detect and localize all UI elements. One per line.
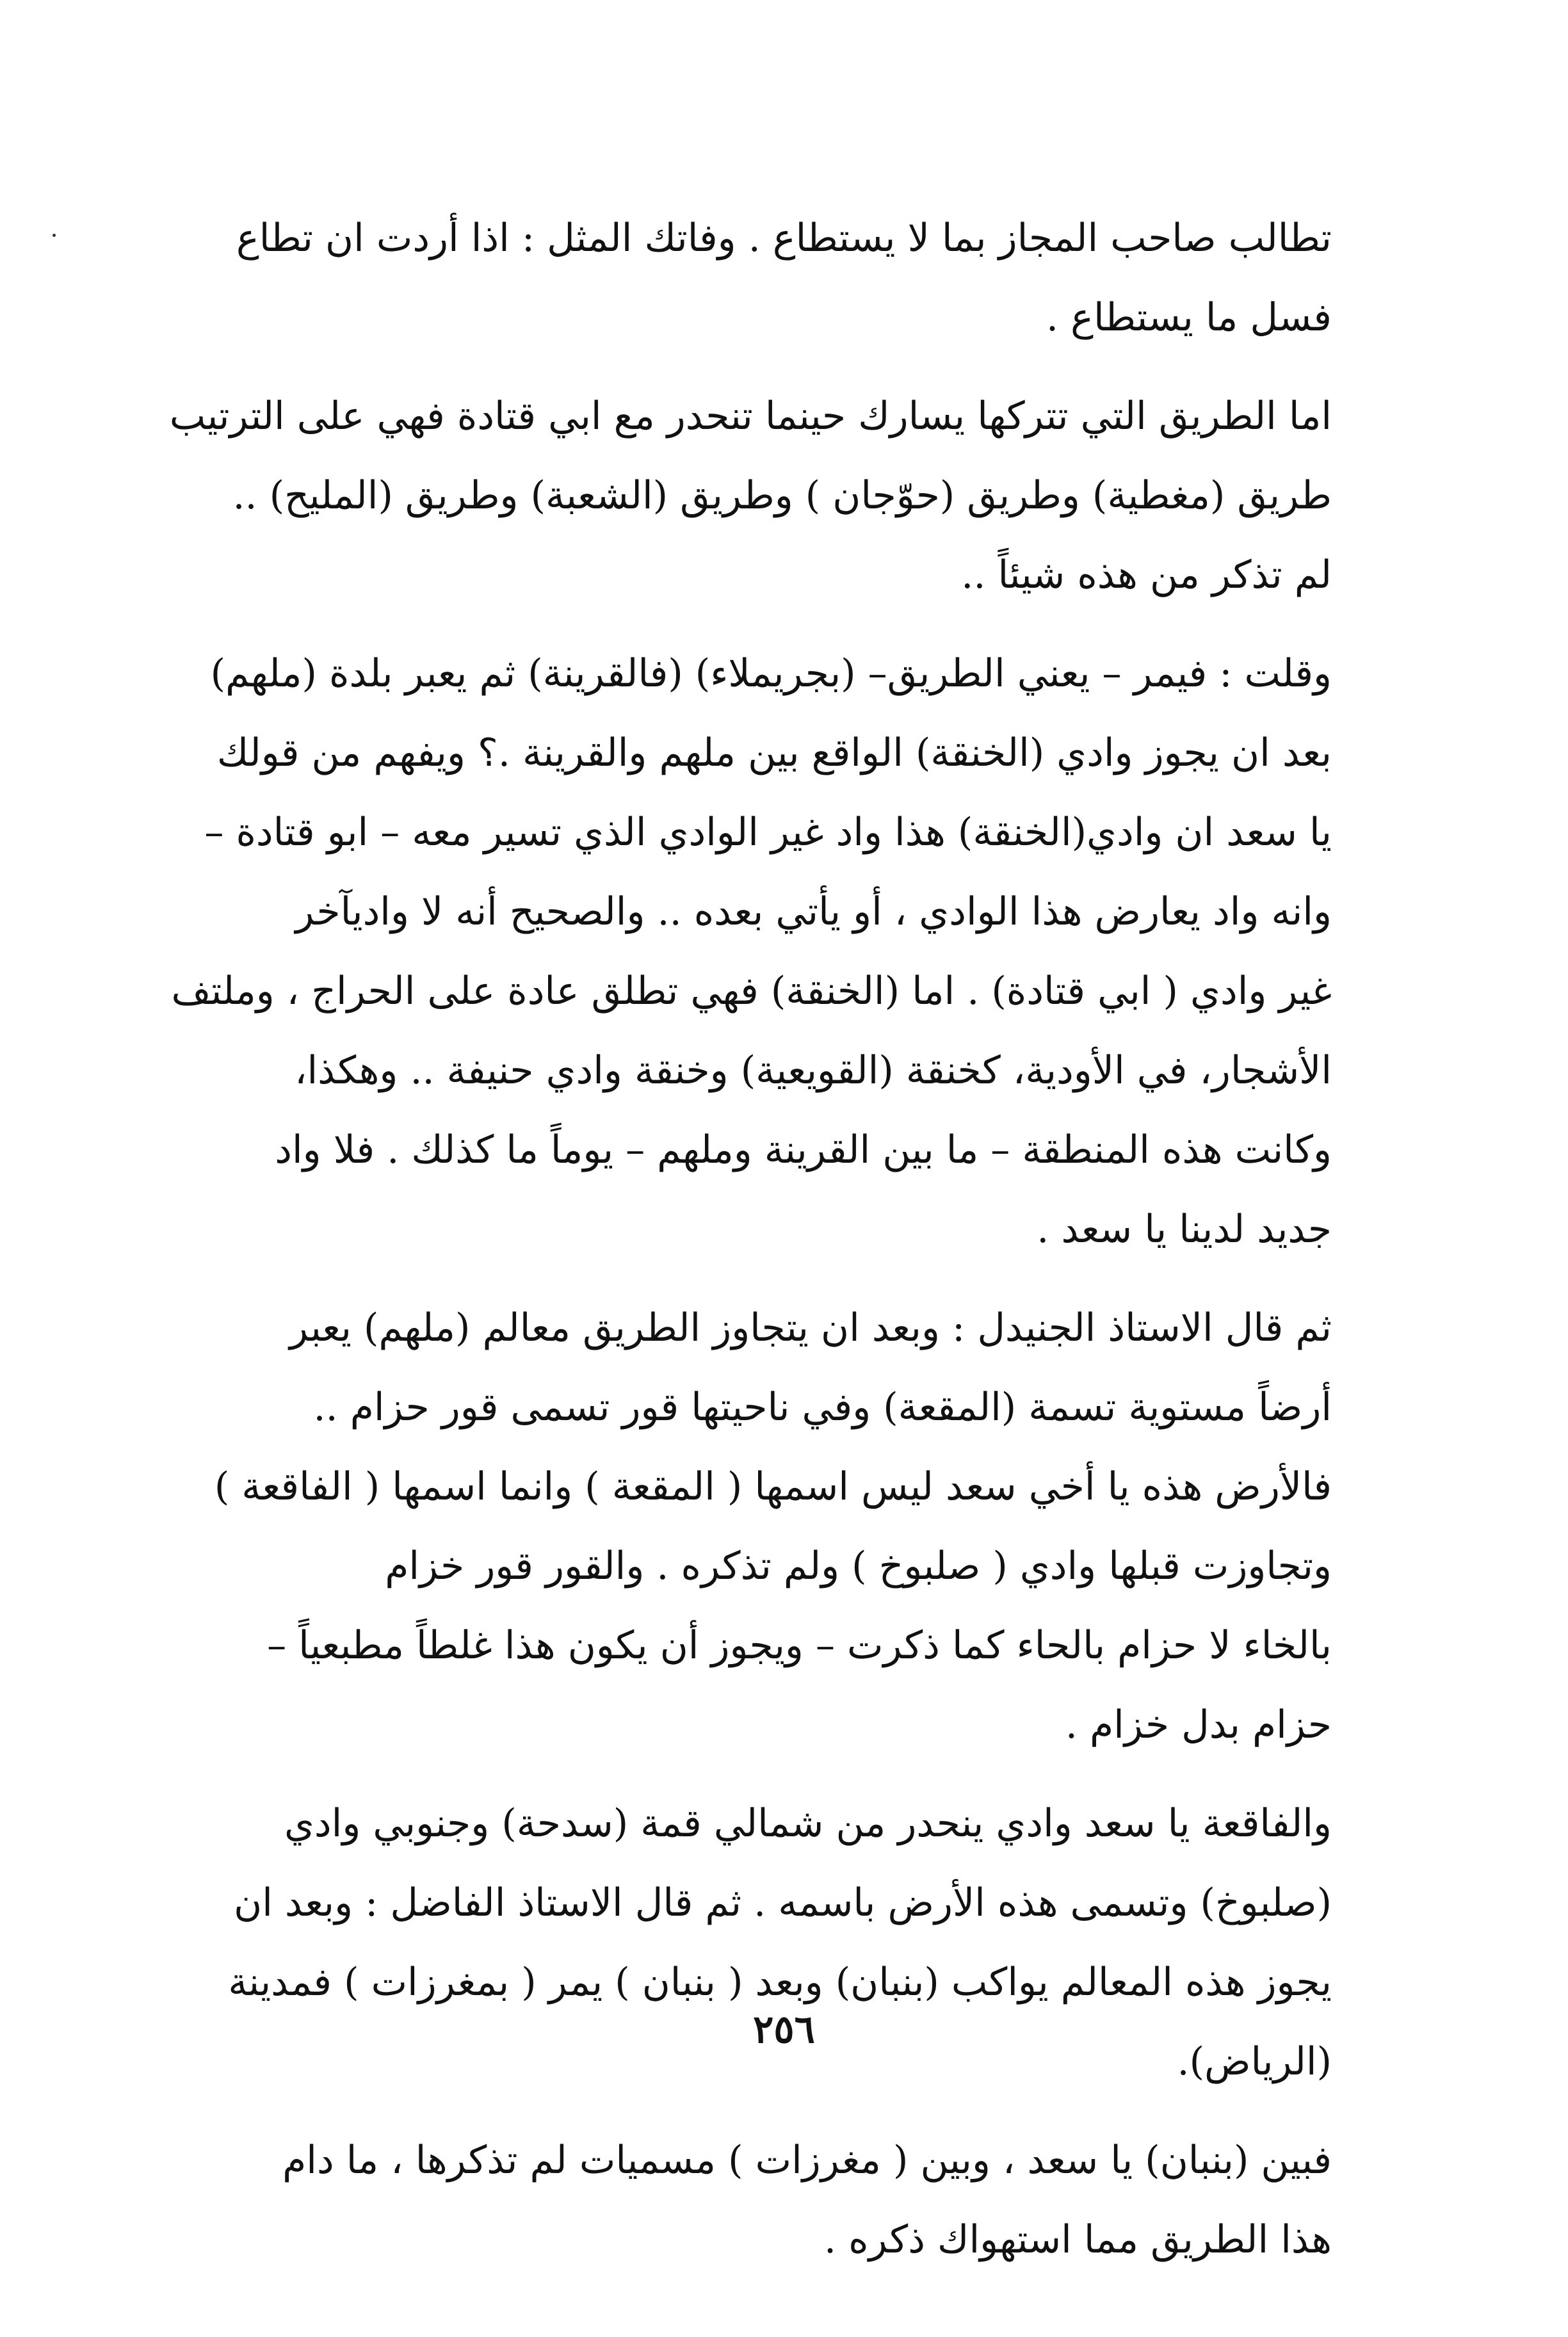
text-line: يا سعد ان وادي(الخنقة) هذا واد غير الوادي الذي تسير معه – ابو قتادة – — [204, 810, 1332, 855]
text-line: ثم قال الاستاذ الجنيدل : وبعد ان يتجاوز الطريق معالم (ملهم) يعبر — [289, 1306, 1332, 1350]
text-line: فسل ما يستطاع . — [1046, 295, 1332, 340]
text-line: فالأرض هذه يا أخي سعد ليس اسمها ( المقعة ) وانما اسمها ( الفاقعة ) — [214, 1464, 1332, 1509]
paragraph — [169, 376, 1332, 615]
text-line: لم تذكر من هذه شيئاً .. — [961, 553, 1332, 597]
text-line: بالخاء لا حزام بالحاء كما ذكرت – ويجوز أن يكون هذا غلطاً مطبعياً – — [267, 1623, 1332, 1668]
text-line: وتجاوزت قبلها وادي ( صلبوخ ) ولم تذكره . والقور قور خزام — [385, 1544, 1332, 1589]
text-line: اما الطريق التي تتركها يسارك حينما تنحدر مع ابي قتادة فهي على الترتيب — [169, 394, 1332, 439]
text-line: الأشجار، في الأودية، كخنقة (القويعية) وخنقة وادي حنيفة .. وهكذا، — [295, 1048, 1332, 1093]
text-line: طريق (مغطية) وطريق (حوّجان ) وطريق (الشعبة) وطريق (المليح) .. — [232, 473, 1332, 518]
paragraph — [243, 2121, 1332, 2279]
paragraph — [243, 1288, 1332, 1447]
text-line: وكانت هذه المنطقة – ما بين القرينة وملهم – يوماً ما كذلك . فلا واد — [275, 1128, 1332, 1172]
text-line: تطالب صاحب المجاز بما لا يستطاع . وفاتك المثل : اذا أردت ان تطاع — [236, 216, 1332, 261]
text-line: غير وادي ( ابي قتادة) . اما (الخنقة) فهي تطلق عادة على الحراج ، وملتف — [171, 969, 1332, 1014]
text-line: يجوز هذه المعالم يواكب (بنبان) وبعد ( بنبان ) يمر ( بمغرزات ) فمدينة — [228, 1960, 1332, 2005]
text-line: وانه واد يعارض هذا الوادي ، أو يأتي بعده .. والصحيح أنه لا واديآخر — [295, 889, 1332, 934]
paragraph — [171, 634, 1332, 1269]
paragraph — [214, 1447, 1332, 1765]
text-line: جديد لدينا يا سعد . — [1037, 1207, 1332, 1252]
stray-mark — [53, 234, 56, 237]
paragraph — [236, 198, 1332, 357]
paragraph — [228, 1784, 1332, 2101]
text-line: والفاقعة يا سعد وادي ينحدر من شمالي قمة (سدحة) وجنوبي وادي — [284, 1801, 1332, 1846]
text-line: (الرياض). — [1177, 2039, 1332, 2084]
text-line: بعد ان يجوز وادي (الخنقة) الواقع بين ملهم والقرينة .؟ ويفهم من قولك — [216, 731, 1332, 775]
text-line: وقلت : فيمر – يعني الطريق– (بجريملاء) (فالقرينة) ثم يعبر بلدة (ملهم) — [210, 651, 1332, 696]
body-text — [169, 198, 1332, 2299]
page-number: ٢٥٦ — [753, 2007, 815, 2052]
text-line: أرضاً مستوية تسمة (المقعة) وفي ناحيتها قور تسمى قور حزام .. — [313, 1385, 1332, 1430]
text-line: (صلبوخ) وتسمى هذه الأرض باسمه . ثم قال الاستاذ الفاضل : وبعد ان — [234, 1880, 1332, 1925]
text-line: فبين (بنبان) يا سعد ، وبين ( مغرزات ) مسميات لم تذكرها ، ما دام — [282, 2138, 1332, 2183]
text-line: هذا الطريق مما استهواك ذكره . — [823, 2217, 1332, 2262]
text-line: حزام بدل خزام . — [1065, 1702, 1332, 1747]
